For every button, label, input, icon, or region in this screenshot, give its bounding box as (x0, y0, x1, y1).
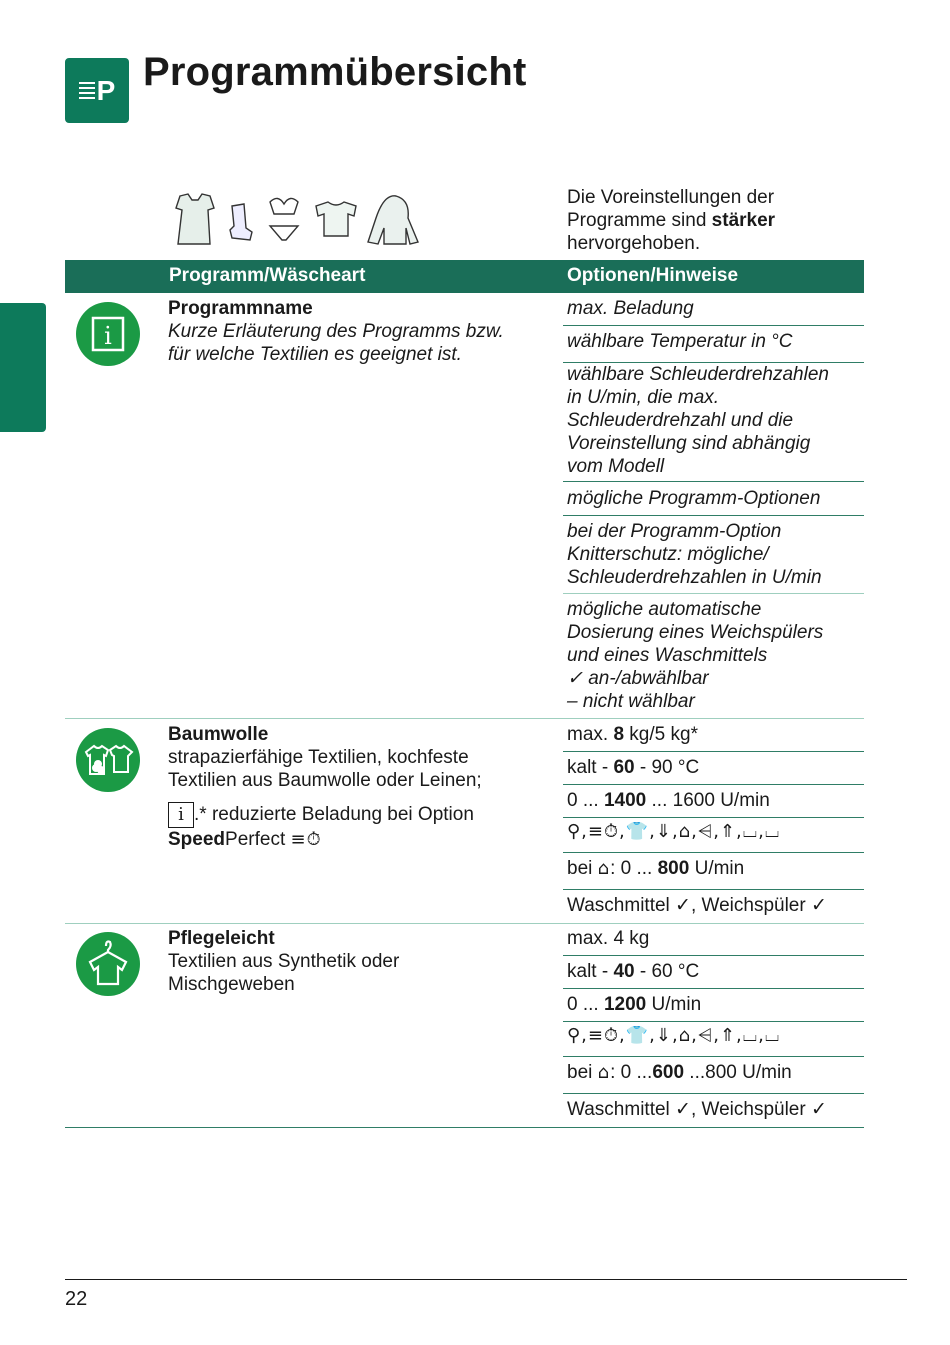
page-title: Programmübersicht (143, 50, 527, 94)
preset-note-line (567, 209, 857, 232)
cotton-spin (563, 789, 864, 818)
legend-line: vom Modell (567, 456, 665, 477)
cotton-crease (563, 857, 864, 890)
temp-text: kalt - (567, 961, 614, 982)
cotton-note (168, 802, 548, 828)
crease-text: U/min (689, 858, 745, 879)
program-desc: Mischgeweben (168, 974, 295, 995)
legend-line: – nicht wählbar (567, 691, 695, 712)
legend-line: Voreinstellung sind abhängig (567, 433, 811, 454)
program-desc: Kurze Erläuterung des Programms bzw. (168, 321, 504, 342)
spin-default: 1200 (603, 994, 647, 1015)
legend-line: und eines Waschmittels (567, 645, 768, 666)
legend-program (168, 297, 504, 366)
table-header (65, 260, 864, 293)
easycare-load: max. 4 kg (563, 927, 864, 956)
program-name: Pflegeleicht (168, 928, 275, 949)
easycare-spin (563, 993, 864, 1022)
legend-line: Schleuderdrehzahl und die (567, 410, 794, 431)
preset-note-line: hervorgehoben. (567, 233, 701, 254)
crease-guard-icon: ⌂ (597, 858, 611, 879)
lingerie-icon (270, 198, 298, 240)
svg-text:i: i (104, 322, 112, 350)
info-icon (76, 302, 140, 366)
temp-text: - 60 °C (634, 961, 700, 982)
header-program: Programm/Wäscheart (169, 265, 366, 286)
easycare-program (168, 927, 399, 996)
chapter-badge (65, 58, 129, 123)
load-value: 8 (613, 724, 625, 745)
legend-options: mögliche Programm-Optionen (563, 487, 864, 516)
page-number: 22 (65, 1288, 88, 1310)
legend-line: wählbare Schleuderdrehzahlen (567, 364, 829, 385)
legend-dosing (567, 598, 862, 713)
load-text: kg/5 kg* (624, 724, 698, 745)
cotton-note-line2 (168, 828, 548, 851)
perfect-label: Perfect (225, 829, 291, 850)
table-bottom-line (65, 1127, 864, 1128)
program-desc: Textilien aus Synthetik oder (168, 951, 400, 972)
program-desc: strapazierfähige Textilien, kochfeste (168, 747, 469, 768)
cotton-load (563, 723, 864, 752)
sock-icon (230, 204, 252, 240)
laundry-illustration (170, 192, 425, 250)
row-divider (65, 923, 864, 924)
cotton-program (168, 723, 548, 851)
program-option-icons: ⚲,≡⏱,👕,⇓,⌂,⩤,⇑,⌴,⌴ (567, 821, 781, 842)
chapter-letter: P (96, 74, 116, 106)
cotton-temperature (563, 756, 864, 785)
legend-line: ✓ an-/abwählbar (567, 668, 709, 689)
preset-note-text: Programme sind (567, 210, 712, 231)
legend-line: in U/min, die max. (567, 387, 720, 408)
tshirt-icon (316, 202, 356, 236)
spin-default: 1400 (603, 790, 647, 811)
legend-crease (563, 520, 864, 594)
legend-line: Knitterschutz: mögliche/ (567, 544, 769, 565)
crease-text: : 0 ... (610, 858, 658, 879)
footer-rule (65, 1279, 907, 1280)
list-icon (79, 79, 95, 102)
header-options: Optionen/Hinweise (567, 265, 739, 286)
spin-text: 0 ... (567, 790, 604, 811)
legend-spin (563, 363, 864, 482)
temp-default: 60 (613, 757, 635, 778)
cotton-dosing: Waschmittel ✓, Weichspüler ✓ (567, 895, 827, 916)
crease-default: 600 (652, 1062, 685, 1083)
info-box-icon: i (168, 802, 194, 828)
program-name: Programmname (168, 298, 313, 319)
easycare-crease (563, 1061, 864, 1094)
crease-text: bei (567, 1062, 598, 1083)
program-desc: für welche Textilien es geeignet ist. (168, 344, 462, 365)
cotton-note-text: .* reduzierte Beladung bei Option (194, 804, 474, 826)
program-name: Baumwolle (168, 724, 269, 745)
preset-note-emphasis: stärker (711, 210, 776, 231)
legend-line: Dosierung eines Weichspülers (567, 622, 824, 643)
easycare-dosing: Waschmittel ✓, Weichspüler ✓ (567, 1099, 827, 1120)
crease-text: bei (567, 858, 598, 879)
spin-text: ... 1600 U/min (646, 790, 770, 811)
legend-line: bei der Programm-Option (567, 521, 782, 542)
temp-default: 40 (613, 961, 635, 982)
preset-note (567, 186, 857, 255)
chapter-side-tab (0, 303, 46, 432)
temp-text: - 90 °C (634, 757, 700, 778)
crease-text: : 0 ... (610, 1062, 653, 1083)
cotton-option-icons (563, 820, 864, 853)
easycare-temperature (563, 960, 864, 989)
easycare-option-icons (563, 1024, 864, 1057)
easycare-icon (76, 932, 140, 996)
legend-temperature: wählbare Temperatur in °C (563, 330, 864, 363)
legend-line: mögliche automatische (567, 599, 762, 620)
crease-guard-icon: ⌂ (597, 1062, 611, 1083)
preset-note-line: Die Voreinstellungen der (567, 187, 775, 208)
crease-text: ...800 U/min (684, 1062, 792, 1083)
load-text: max. (567, 724, 614, 745)
jacket-icon (368, 196, 418, 244)
legend-line: Schleuderdrehzahlen in U/min (567, 567, 822, 588)
program-desc: Textilien aus Baumwolle oder Leinen; (168, 770, 482, 791)
legend-load: max. Beladung (563, 297, 864, 326)
row-divider (65, 718, 864, 719)
spin-text: U/min (646, 994, 702, 1015)
program-option-icons: ⚲,≡⏱,👕,⇓,⌂,⩤,⇑,⌴,⌴ (567, 1025, 781, 1046)
temp-text: kalt - (567, 757, 614, 778)
speed-label: Speed (168, 829, 226, 850)
spin-text: 0 ... (567, 994, 604, 1015)
cotton-icon (76, 728, 140, 792)
dress-icon (176, 194, 214, 244)
crease-default: 800 (657, 858, 690, 879)
speedperfect-icon: ≡⏱ (290, 829, 322, 850)
